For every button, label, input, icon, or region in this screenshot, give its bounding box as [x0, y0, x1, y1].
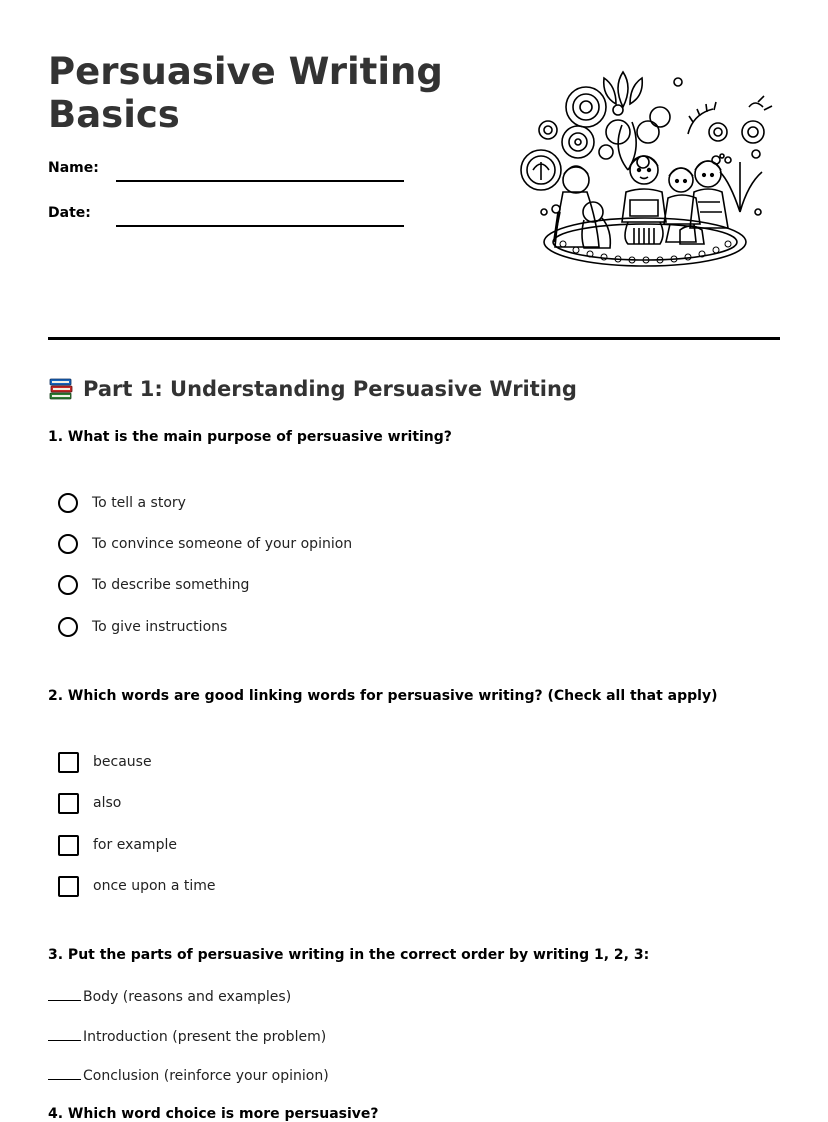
q1-option-label: To describe something	[92, 577, 250, 593]
q3-item-label: Body (reasons and examples)	[83, 989, 292, 1005]
name-field[interactable]	[48, 160, 408, 190]
answer-blank[interactable]	[48, 1066, 81, 1080]
q1-option-label: To convince someone of your opinion	[92, 536, 353, 552]
date-label: Date:	[48, 205, 91, 221]
radio-button[interactable]	[58, 493, 78, 513]
question-1: 1. What is the main purpose of persuasive writing?	[48, 429, 452, 445]
q2-option-1[interactable]	[58, 749, 152, 775]
q2-option-label: also	[93, 795, 122, 811]
q2-option-2[interactable]	[58, 790, 121, 816]
q3-item-2	[48, 1027, 326, 1045]
q1-option-1[interactable]	[58, 490, 186, 516]
q1-option-label: To tell a story	[92, 495, 186, 511]
page-title: Persuasive Writing Basics	[48, 50, 443, 136]
question-3: 3. Put the parts of persuasive writing in the correct order by writing 1, 2, 3:	[48, 947, 650, 963]
part1-heading	[48, 374, 577, 404]
name-line[interactable]	[116, 180, 404, 182]
checkbox[interactable]	[58, 793, 79, 814]
q1-option-label: To give instructions	[92, 619, 228, 635]
q3-item-3	[48, 1066, 329, 1084]
q1-option-4[interactable]	[58, 614, 227, 640]
q3-item-1	[48, 987, 291, 1005]
date-line[interactable]	[116, 225, 404, 227]
radio-button[interactable]	[58, 617, 78, 637]
question-2: 2. Which words are good linking words for persuasive writing? (Check all that apply)	[48, 688, 718, 704]
part1-title: Part 1: Understanding Persuasive Writing	[83, 377, 577, 401]
q2-option-3[interactable]	[58, 832, 177, 858]
children-reading-illustration	[518, 62, 776, 280]
answer-blank[interactable]	[48, 1027, 81, 1041]
q1-option-3[interactable]	[58, 572, 249, 598]
radio-button[interactable]	[58, 575, 78, 595]
date-field[interactable]	[48, 205, 408, 235]
q2-option-4[interactable]	[58, 873, 216, 899]
name-label: Name:	[48, 160, 99, 176]
books-icon	[48, 376, 74, 402]
checkbox[interactable]	[58, 752, 79, 773]
checkbox[interactable]	[58, 876, 79, 897]
q2-option-label: once upon a time	[93, 878, 216, 894]
question-4: 4. Which word choice is more persuasive?	[48, 1106, 379, 1122]
q2-option-label: for example	[93, 837, 177, 853]
checkbox[interactable]	[58, 835, 79, 856]
radio-button[interactable]	[58, 534, 78, 554]
q3-item-label: Conclusion (reinforce your opinion)	[83, 1068, 329, 1084]
answer-blank[interactable]	[48, 987, 81, 1001]
section-divider	[48, 337, 780, 340]
q3-item-label: Introduction (present the problem)	[83, 1029, 327, 1045]
q2-option-label: because	[93, 754, 152, 770]
q1-option-2[interactable]	[58, 531, 352, 557]
